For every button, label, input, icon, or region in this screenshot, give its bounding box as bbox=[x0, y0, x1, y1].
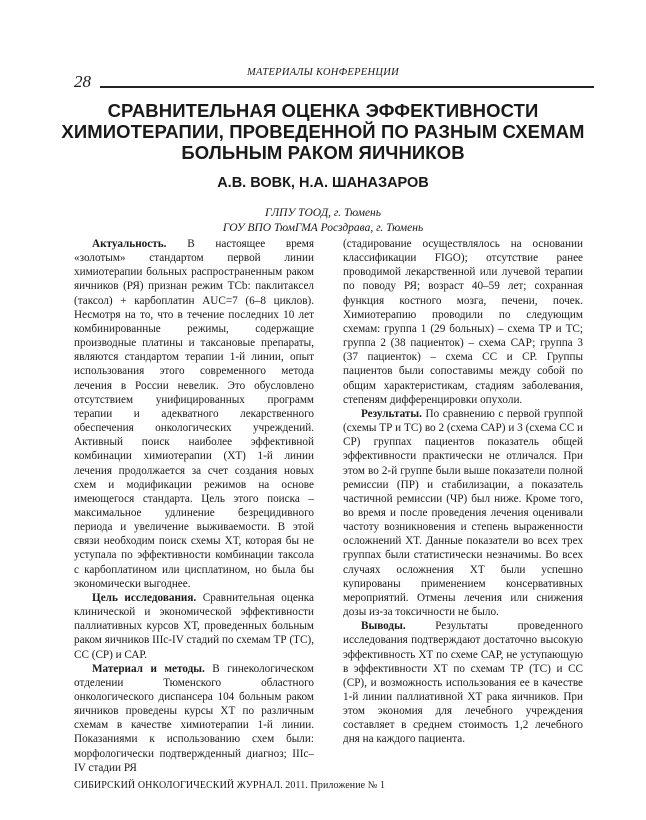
results-heading: Результаты. bbox=[361, 407, 422, 420]
relevance-text: В настоящее время «золотым» стандартом первой линии химиотерапии больных распространенным раком яичников (РЯ) признан режим ТСb: паклитаксел (таксол) + карбоплатин AUC=7 (6–8 циклов). Несмотря на то, что в течение последних 10 лет комбинированные режимы, содержащие производные платины и таксановые препараты, являются стандартом терапии 1-й линии, опыт использования этого современного метода лечения в России невелик. Это обусловлено отсутствием унифицированных программ терапии и адекватного лекарственного обеспечения онкологических учреждений. Активный поиск наиболее эффективной комбинации химиотерапии (ХТ) 1-й линии лечения продолжается за счет создания новых схем и модификации режимов на основе имеющегося стандарта. Цель этого поиска – максимальное удлинение безрецидивного периода и увеличение выживаемости. В этой связи необходим поиск схемы ХТ, которая бы не уступала по эффективности комбинации таксола с карбоплатином или цисплатином, но была бы экономически выгоднее. bbox=[74, 238, 314, 590]
conclusions-text: Результаты проведенного исследования подтверждают достаточно высокую эффективность ХТ по схеме САР, не уступающую в эффективности ХТ по схемам ТР (ТС) и СС (СР), и возможность использования ее в качестве 1-й линии паллиативной ХТ рака яичников. При этом экономия для лечебного учреждения составляет в среднем стоимость 1,2 лечебного дня на каждого пациента. bbox=[343, 620, 583, 746]
aim-text: Сравнительная оценка клинической и экономической эффективности паллиативных курсов ХТ, проведенных больным раком яичников IIIc-IV стадий по схемам ТР (ТС), СС (СР) и САР. bbox=[74, 591, 314, 661]
relevance-paragraph bbox=[74, 237, 314, 591]
affiliation: ГЛПУ ТООД, г. Тюмень bbox=[265, 207, 381, 219]
methods-text: В гинекологическом отделении Тюменского областного онкологического диспансера 104 больным раком яичников проведены курсы ХТ по различным схемам в качестве химиотерапии 1-й линии. Показаниями к использованию схем были: морфологически подтвержденный диагноз; IIIc–IV стадии РЯ bbox=[74, 662, 314, 774]
article-title bbox=[60, 100, 586, 163]
methods-heading: Материал и методы. bbox=[92, 662, 205, 675]
title-line: БОЛЬНЫМ РАКОМ ЯИЧНИКОВ bbox=[181, 142, 465, 163]
results-paragraph bbox=[343, 407, 583, 619]
aim-paragraph bbox=[74, 591, 314, 662]
affiliation: ГОУ ВПО ТюмГМА Росздрава, г. Тюмень bbox=[222, 222, 424, 234]
running-header: МАТЕРИАЛЫ КОНФЕРЕНЦИИ bbox=[246, 67, 400, 78]
journal-footer: СИБИРСКИЙ ОНКОЛОГИЧЕСКИЙ ЖУРНАЛ. 2011. Приложение № 1 bbox=[74, 780, 386, 791]
right-column bbox=[343, 237, 583, 747]
header-divider bbox=[100, 86, 594, 88]
aim-heading: Цель исследования. bbox=[92, 591, 197, 604]
article-authors: А.В. ВОВК, Н.А. ШАНАЗАРОВ bbox=[217, 175, 429, 191]
methods-paragraph bbox=[74, 662, 314, 775]
relevance-heading: Актуальность. bbox=[92, 238, 167, 250]
title-line: СРАВНИТЕЛЬНАЯ ОЦЕНКА ЭФФЕКТИВНОСТИ bbox=[107, 100, 539, 121]
author-affiliations bbox=[0, 206, 646, 236]
results-text: По сравнению с первой группой (схемы ТР и ТС) во 2 (схема САР) и 3 (схема СС и СР) группах пациентов показатель общей эффективности практически не отличался. При этом во 2-й группе были выше показатели полной ремиссии (ПР) и стабилизации, а показатель частичной ремиссии (ЧР) был ниже. Кроме того, во время и после проведения лечения оценивали частоту возникновения и степень выраженности осложнений ХТ. Данные показатели во всех трех группах были статистически незначимы. Во всех случаях осложнения ХТ были успешно купированы применением консервативных мероприятий. Отмены лечения или снижения дозы из-за токсичности не было. bbox=[343, 407, 583, 619]
title-line: ХИМИОТЕРАПИИ, ПРОВЕДЕННОЙ ПО РАЗНЫМ СХЕМАМ bbox=[61, 121, 585, 142]
conclusions-heading: Выводы. bbox=[361, 620, 406, 633]
page-number: 28 bbox=[74, 72, 91, 91]
left-column bbox=[74, 237, 314, 775]
methods-continued-paragraph: (стадирование осуществлялось на основании классификации FIGO); отсутствие ранее проводимой лекарственной или лучевой терапии по поводу РЯ; возраст 40–59 лет; сохранная функция костного мозга, печени, почек. Химиотерапию проводили по следующим схемам: группа 1 (29 больных) – схема ТР и ТС; группа 2 (38 пациенток) – схема САР; группа 3 (37 пациенток) – схема СС и СР. Группы пациентов были сопоставимы между собой по общим характеристикам, стадиям заболевания, степеням дифференцировки опухоли. bbox=[343, 238, 583, 406]
conclusions-paragraph bbox=[343, 619, 583, 746]
